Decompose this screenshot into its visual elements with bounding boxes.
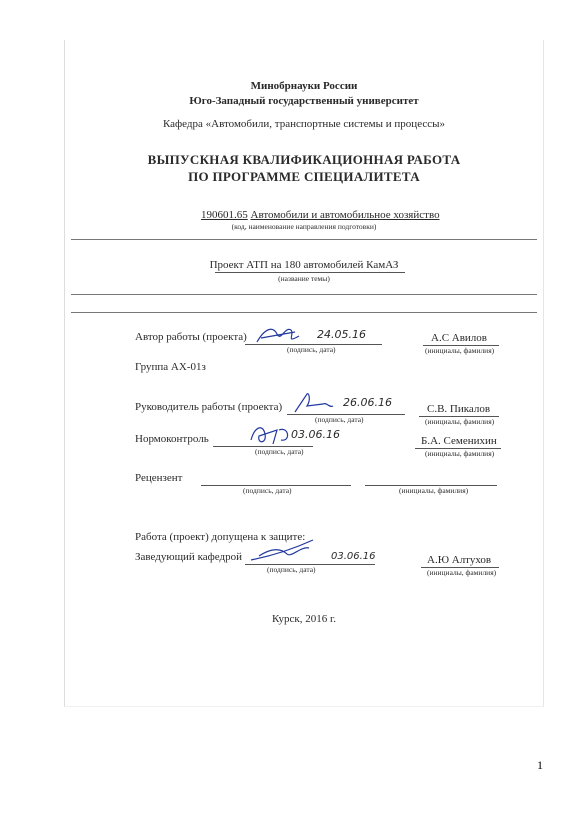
ministry-name: Минобрнауки России xyxy=(250,80,358,92)
specialty-code: 190601.65 xyxy=(201,209,248,221)
author-sig-caption: (подпись, дата) xyxy=(287,345,336,354)
normcontrol-label: Нормоконтроль xyxy=(135,433,209,445)
head-name-caption: (инициалы, фамилия) xyxy=(427,568,497,577)
supervisor-label: Руководитель работы (проекта) xyxy=(135,401,283,413)
author-name: А.С Авилов xyxy=(431,332,487,344)
head-signature xyxy=(251,536,331,566)
document-page xyxy=(64,40,544,707)
work-title-line1: ВЫПУСКНАЯ КВАЛИФИКАЦИОННАЯ РАБОТА xyxy=(147,152,461,167)
divider-line xyxy=(71,312,537,313)
topic-text: Проект АТП на 180 автомобилей КамАЗ xyxy=(209,259,399,271)
reviewer-label: Рецензент xyxy=(135,472,183,484)
normcontrol-date: 03.06.16 xyxy=(291,428,340,441)
city-year: Курск, 2016 г. xyxy=(271,613,336,625)
work-title-line2: ПО ПРОГРАММЕ СПЕЦИАЛИТЕТА xyxy=(188,169,420,184)
head-of-department-label: Заведующий кафедрой xyxy=(135,551,242,563)
author-name-caption: (инициалы, фамилия) xyxy=(425,346,495,355)
reviewer-name-caption: (инициалы, фамилия) xyxy=(399,486,469,495)
divider-line xyxy=(71,239,537,240)
admission-text: Работа (проект) допущена к защите: xyxy=(135,531,306,543)
head-date: 03.06.16 xyxy=(331,551,376,562)
topic-underline xyxy=(215,272,405,273)
author-date: 24.05.16 xyxy=(317,328,366,341)
department-name: Кафедра «Автомобили, транспортные системы и процессы» xyxy=(162,118,446,130)
specialty-name: Автомобили и автомобильное хозяйство xyxy=(250,209,440,221)
head-sig-caption: (подпись, дата) xyxy=(267,565,316,574)
normcontrol-name-caption: (инициалы, фамилия) xyxy=(425,449,495,458)
supervisor-date: 26.06.16 xyxy=(343,396,392,409)
specialty-line xyxy=(201,209,440,221)
supervisor-sig-caption: (подпись, дата) xyxy=(315,415,364,424)
divider-line xyxy=(71,294,537,295)
head-name: А.Ю Алтухов xyxy=(427,554,492,566)
reviewer-sig-caption: (подпись, дата) xyxy=(243,486,292,495)
normcontrol-sig-caption: (подпись, дата) xyxy=(255,447,304,456)
supervisor-name-caption: (инициалы, фамилия) xyxy=(425,417,495,426)
specialty-caption: (код, наименование направления подготовки) xyxy=(231,222,377,231)
topic-caption: (название темы) xyxy=(278,274,330,283)
university-name: Юго-Западный государственный университет xyxy=(189,95,419,107)
page-number: 1 xyxy=(537,758,543,772)
group-label: Группа АХ-01з xyxy=(135,361,206,373)
supervisor-name: С.В. Пикалов xyxy=(427,403,491,415)
author-label: Автор работы (проекта) xyxy=(135,331,247,343)
normcontrol-name: Б.А. Семенихин xyxy=(421,435,497,447)
